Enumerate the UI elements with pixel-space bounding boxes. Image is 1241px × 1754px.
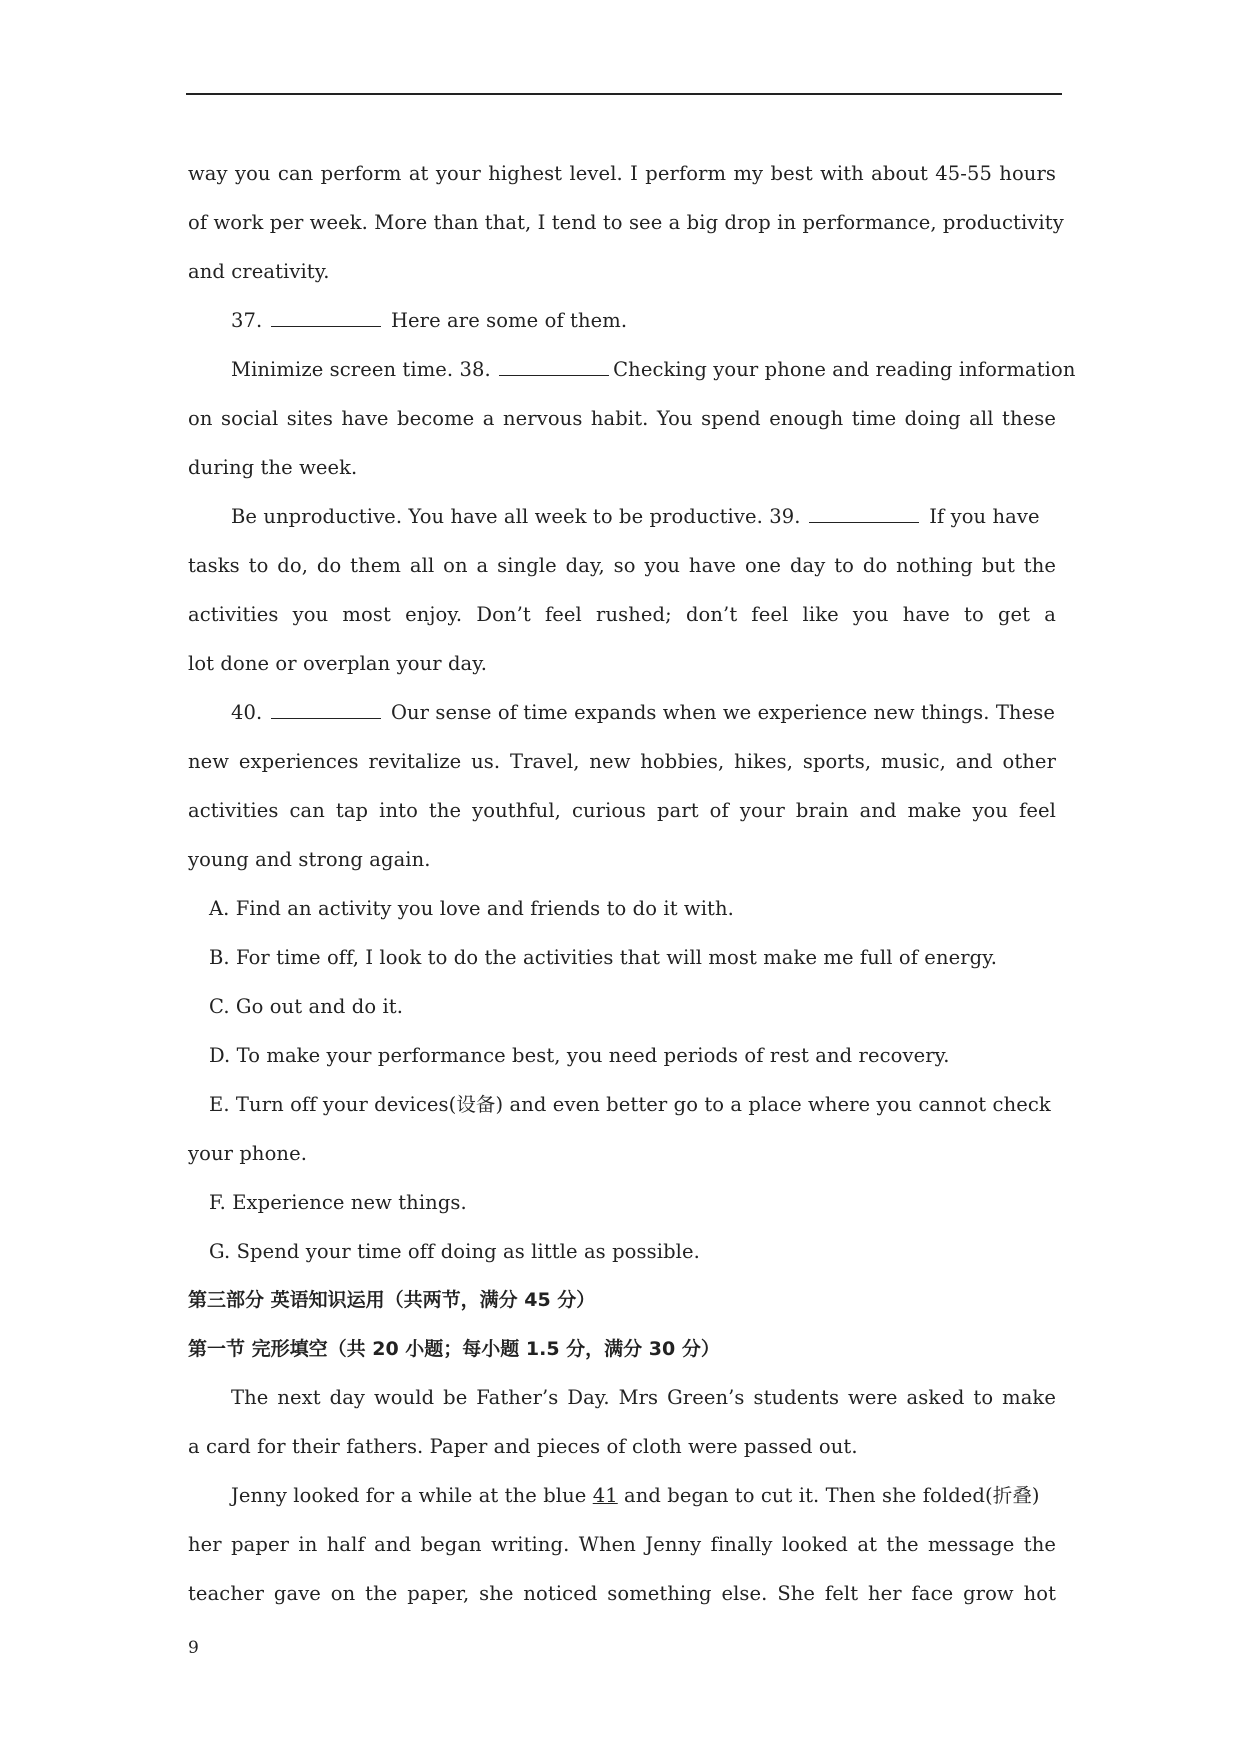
subsection-title: 第一节 完形填空（共 20 小题；每小题 1.5 分，满分 30 分）: [188, 1338, 720, 1360]
question-text: Here are some of them.: [390, 309, 628, 332]
passage-line: on social sites have become a nervous habit. You spend enough time doing all these: [188, 407, 1056, 430]
passage-line: of work per week. More than that, I tend to see a big drop in performance, productivity: [188, 211, 1064, 234]
passage-line: young and strong again.: [188, 848, 431, 871]
option-a: A. Find an activity you love and friends to do it with.: [209, 897, 734, 920]
option-f: F. Experience new things.: [209, 1191, 467, 1214]
answer-blank: [499, 357, 609, 376]
question-40: [231, 699, 1055, 727]
passage-line: new experiences revitalize us. Travel, new hobbies, hikes, sports, music, and other: [188, 750, 1056, 773]
question-text: Our sense of time expands when we experience new things. These: [390, 701, 1055, 724]
question-37: [231, 307, 627, 335]
question-text: Be unproductive. You have all week to be productive. 39.: [231, 505, 801, 528]
cloze-line: [231, 1482, 1040, 1510]
option-e-continued: your phone.: [188, 1142, 308, 1165]
answer-blank: [809, 504, 919, 523]
option-d: D. To make your performance best, you need periods of rest and recovery.: [209, 1044, 950, 1067]
question-38: [231, 356, 1075, 384]
passage-line: during the week.: [188, 456, 358, 479]
cloze-text: and began to cut it. Then she folded(折叠): [617, 1484, 1040, 1507]
option-c: C. Go out and do it.: [209, 995, 404, 1018]
cloze-line: her paper in half and began writing. When Jenny finally looked at the message the: [188, 1533, 1056, 1556]
question-number: 40.: [231, 701, 263, 724]
question-text: Minimize screen time. 38.: [231, 358, 491, 381]
question-39: [231, 503, 1040, 531]
question-text: Checking your phone and reading information: [613, 358, 1076, 381]
answer-blank: [271, 308, 381, 327]
page-number: 9: [188, 1638, 199, 1658]
option-e: E. Turn off your devices(设备) and even better go to a place where you cannot check: [209, 1093, 1051, 1116]
cloze-line: teacher gave on the paper, she noticed something else. She felt her face grow hot: [188, 1582, 1056, 1605]
passage-line: activities can tap into the youthful, curious part of your brain and make you feel: [188, 799, 1056, 822]
cloze-line: a card for their fathers. Paper and pieces of cloth were passed out.: [188, 1435, 858, 1458]
section-title: 第三部分 英语知识运用（共两节，满分 45 分）: [188, 1289, 596, 1311]
passage-line: lot done or overplan your day.: [188, 652, 488, 675]
option-g: G. Spend your time off doing as little as possible.: [209, 1240, 700, 1263]
cloze-blank-number: 41: [592, 1484, 618, 1507]
passage-line: way you can perform at your highest level. I perform my best with about 45-55 hours: [188, 162, 1056, 185]
passage-line: tasks to do, do them all on a single day, so you have one day to do nothing but the: [188, 554, 1056, 577]
passage-line: activities you most enjoy. Don’t feel rushed; don’t feel like you have to get a: [188, 603, 1056, 626]
option-b: B. For time off, I look to do the activities that will most make me full of energy.: [209, 946, 998, 969]
question-number: 37.: [231, 309, 263, 332]
answer-blank: [271, 700, 381, 719]
cloze-line: The next day would be Father’s Day. Mrs Green’s students were asked to make: [231, 1386, 1056, 1409]
question-text: If you have: [929, 505, 1040, 528]
cloze-text: Jenny looked for a while at the blue: [231, 1484, 593, 1507]
passage-line: and creativity.: [188, 260, 330, 283]
